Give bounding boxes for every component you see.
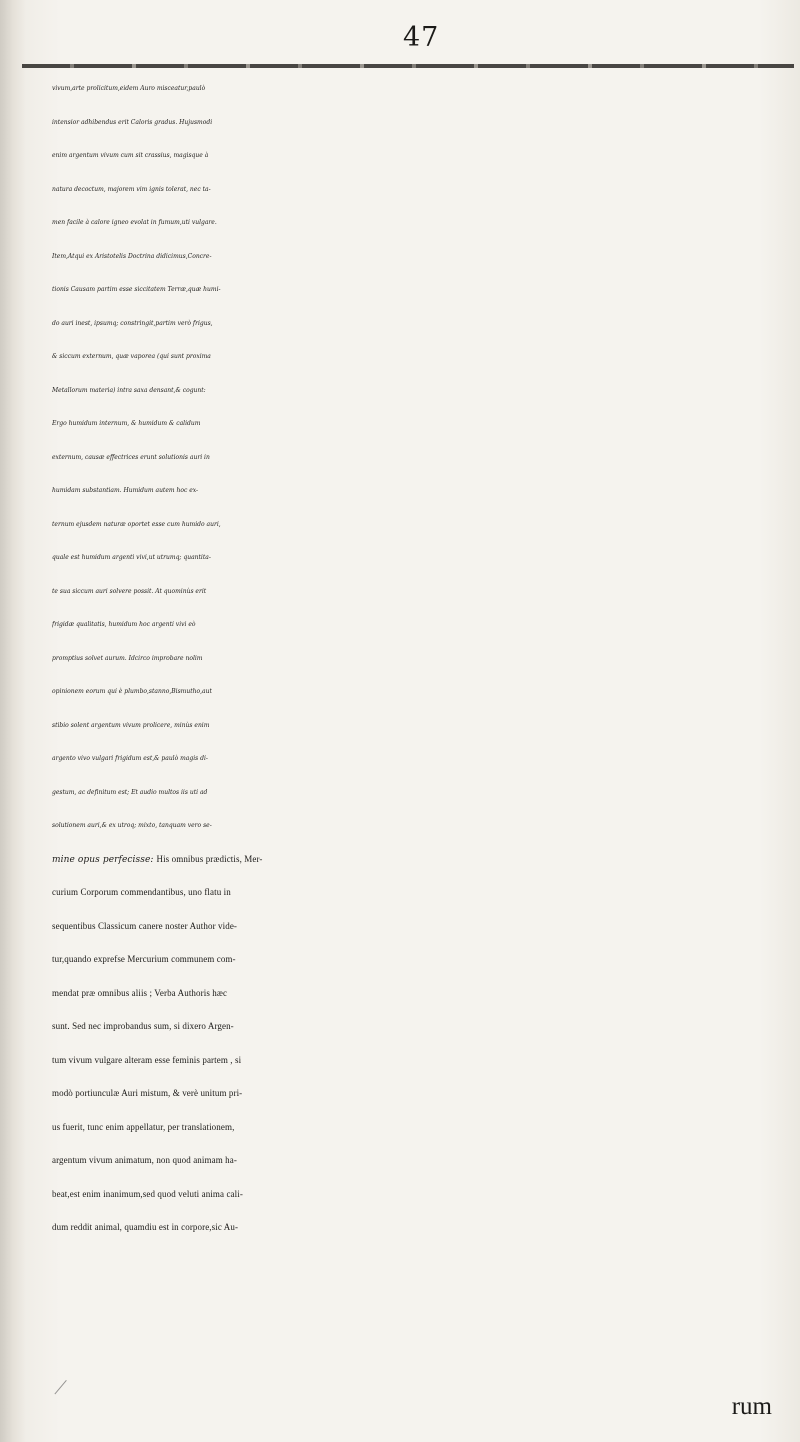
text-line: stibio solent argentum vivum prolicere, minùs enim	[52, 721, 210, 729]
text-line-italic-part: mine opus perfecisse:	[52, 854, 157, 865]
text-line: enim argentum vivum cum sit crassius, magisque à	[52, 152, 209, 159]
binding-edge	[0, 0, 26, 1442]
text-line: solutionem auri,& ex utroq; mixto, tanquam vero se-	[52, 822, 212, 829]
text-line: te sua siccum auri solvere possit. At quominùs erit	[52, 587, 207, 595]
text-line: humidam substantiam. Humidum autem hoc ex-	[52, 487, 199, 494]
text-line: sequentibus Classicum canere noster Author vide-	[52, 920, 238, 931]
text-line: frigidæ qualitatis, humidum hoc argenti vivi eò	[52, 621, 196, 628]
margin-mark	[54, 1380, 80, 1406]
text-line: quale est humidum argenti vivi,ut utrumq; quantita-	[52, 554, 211, 561]
text-line: us fuerit, tunc enim appellatur, per translationem,	[52, 1121, 235, 1132]
text-line: sunt. Sed nec improbandus sum, si dixero Argen-	[52, 1021, 234, 1031]
text-line: natura decoctum, majorem vim ignis tolerat, nec ta-	[52, 185, 211, 193]
text-line: tur,quando exprefse Mercurium communem com-	[52, 954, 236, 964]
text-line: do auri inest, ipsumq; constringit,partim verò frigus,	[52, 319, 213, 327]
text-line: vivum,arte prolicitum,eidem Auro misceatur,paulò	[52, 85, 206, 92]
text-line: gestum, ac definitum est; Et audio multos iis uti ad	[52, 788, 208, 796]
text-line-roman-part: His omnibus prædictis, Mer-	[156, 853, 263, 864]
header-rule	[22, 64, 794, 68]
text-line: intensior adhibendus erit Caloris gradus. Hujusmodi	[52, 118, 213, 126]
text-line: argentum vivum animatum, non quod animam ha-	[52, 1155, 237, 1165]
page-number: 47	[403, 22, 440, 53]
text-line: dum reddit animal, quamdiu est in corpore,sic Au-	[52, 1222, 239, 1232]
text-line	[52, 843, 794, 877]
text-line: Item,Atqui ex Aristotelis Doctrina didicimus,Concre-	[52, 252, 212, 260]
text-line: modò portiunculæ Auri mistum, & verè unitum pri-	[52, 1088, 243, 1098]
text-line: mendat præ omnibus aliis ; Verba Authoris hæc	[52, 987, 228, 998]
text-line: beat,est enim inanimum,sed quod veluti anima cali-	[52, 1188, 243, 1199]
text-line: Ergo humidum internum, & humidum & calidum	[52, 420, 201, 427]
text-line: & siccum externum, quæ vaporea (qui sunt proxima	[52, 353, 211, 360]
text-line: opinionem eorum qui è plumbo,stanno,Bismutho,aut	[52, 688, 212, 695]
text-line: externum, causæ effectrices erunt solutionis auri in	[52, 453, 210, 461]
text-line: argento vivo vulgari frigidum est,& paulò magis di-	[52, 755, 208, 762]
text-line: tionis Causam partim esse siccitatem Terræ,quæ humi-	[52, 286, 221, 293]
text-line: tum vivum vulgare alteram esse feminis partem , si	[52, 1054, 242, 1065]
text-line: ternum ejusdem naturæ oportet esse cum humido auri,	[52, 520, 221, 528]
text-line: promptius solvet aurum. Idcirco improbare nolim	[52, 654, 203, 662]
body-text	[52, 72, 794, 1245]
text-line: Metallorum materia) intra saxa densant,& cogunt:	[52, 386, 206, 394]
catchword: rum	[731, 1393, 772, 1420]
text-line: curium Corporum commendantibus, uno flatu in	[52, 887, 231, 897]
text-line: men facile à calore igneo evolat in fumum,uti vulgare.	[52, 219, 217, 226]
